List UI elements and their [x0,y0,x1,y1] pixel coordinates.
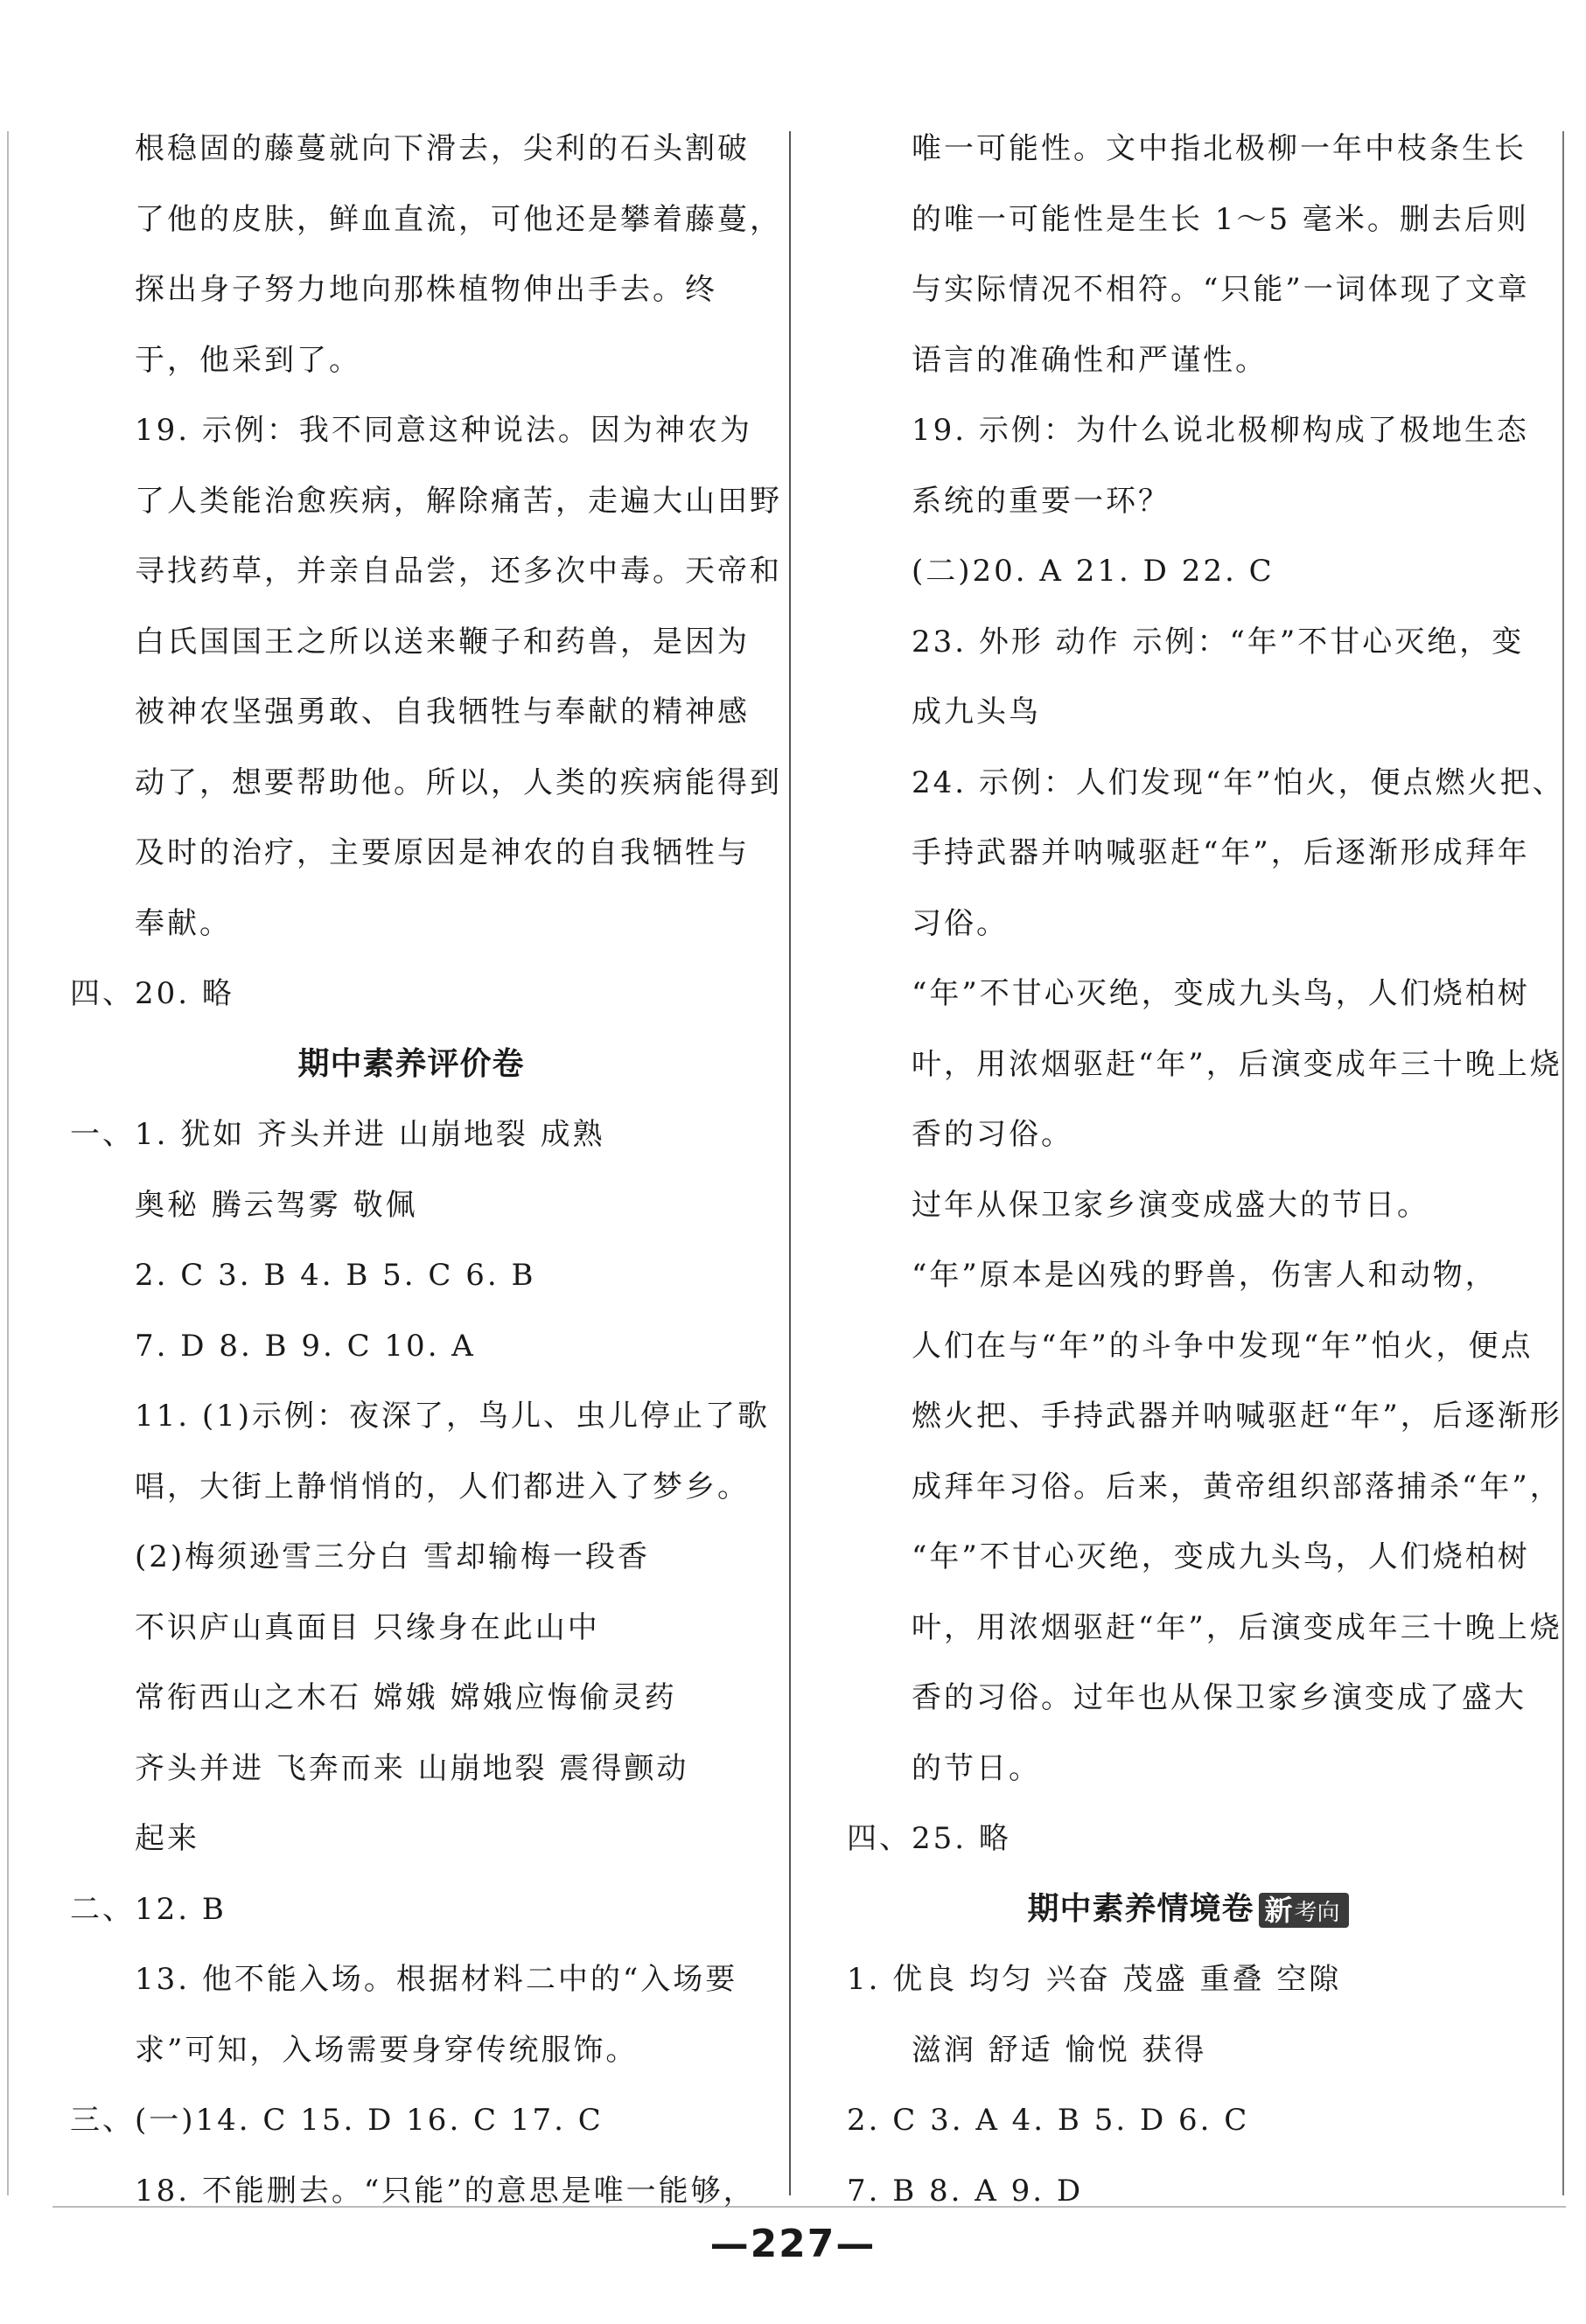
answer-line: 根稳固的藤蔓就向下滑去，尖利的石头割破 [135,131,750,166]
answer-line: 三、(一)14. C 15. D 16. C 17. C [70,2103,604,2138]
answer-line: 奥秘 腾云驾雾 敬佩 [135,1187,418,1223]
answer-line: 语言的准确性和严谨性。 [912,342,1268,378]
answer-line: 2. C 3. A 4. B 5. D 6. C [847,2103,1250,2138]
answer-line: “年”原本是凶残的野兽，伤害人和动物， [912,1258,1498,1293]
answer-line: 及时的治疗，主要原因是神农的自我牺牲与 [135,835,750,870]
right-page-edge [1562,131,1564,2195]
answer-line: 23. 外形 动作 示例：“年”不甘心灭绝，变 [912,624,1525,660]
answer-line: 起来 [135,1821,199,1856]
answer-line: 了人类能治愈疾病，解除痛苦，走遍大山田野 [135,483,782,519]
answer-line: 19. 示例：为什么说北极柳构成了极地生态 [912,413,1529,448]
answer-line: 7. B 8. A 9. D [847,2173,1084,2209]
answer-line: 被神农坚强勇敢、自我牺牲与奉献的精神感 [135,694,750,729]
section-heading [70,1029,752,1100]
section-heading [847,1874,1529,1945]
section-heading-text: 期中素养情境卷 [1027,1890,1254,1927]
answer-line: 唯一可能性。文中指北极柳一年中枝条生长 [912,131,1527,166]
answer-line: 系统的重要一环？ [912,483,1170,519]
answer-line: 与实际情况不相符。“只能”一词体现了文章 [912,272,1530,307]
answer-line: 齐头并进 飞奔而来 山崩地裂 震得颤动 [135,1750,689,1786]
answer-line: 的节日。 [912,1750,1041,1786]
answer-line: 了他的皮肤，鲜血直流，可他还是攀着藤蔓， [135,201,782,237]
left-page-edge [7,131,9,2195]
answer-line: 探出身子努力地向那株植物伸出手去。终 [135,272,717,307]
badge-main-text: 新 [1264,1893,1293,1927]
badge-sub-text: 考向 [1294,1899,1340,1926]
section-heading-text: 期中素养评价卷 [297,1045,525,1082]
answer-line: 1. 优良 均匀 兴奋 茂盛 重叠 空隙 [847,1962,1342,1997]
answer-line: 一、1. 犹如 齐头并进 山崩地裂 成熟 [70,1117,605,1152]
answer-line: 手持武器并呐喊驱赶“年”，后逐渐形成拜年 [912,835,1530,870]
answer-line: 白氏国国王之所以送来鞭子和药兽，是因为 [135,624,750,660]
answer-line: 滋润 舒适 愉悦 获得 [912,2032,1207,2068]
answer-line: 成拜年习俗。后来，黄帝组织部落捕杀“年”， [912,1469,1562,1504]
answer-line: 叶，用浓烟驱赶“年”，后演变成年三十晚上烧 [912,1609,1562,1645]
answer-line: (二)20. A 21. D 22. C [912,554,1275,589]
left-column [70,114,782,2226]
answer-line: 常衔西山之木石 嫦娥 嫦娥应悔偷灵药 [135,1680,677,1715]
answer-line: 24. 示例：人们发现“年”怕火，便点燃火把、 [912,764,1565,800]
right-column [847,114,1565,2226]
answer-line: 成九头鸟 [912,694,1041,729]
answer-line: 18. 不能删去。“只能”的意思是唯一能够， [135,2173,756,2209]
answer-line: 习俗。 [912,905,1009,941]
answer-line: 香的习俗。过年也从保卫家乡演变成了盛大 [912,1680,1527,1715]
answer-line: 人们在与“年”的斗争中发现“年”怕火，便点 [912,1328,1534,1364]
answer-line: 四、20. 略 [70,976,234,1011]
answer-line: 奉献。 [135,905,232,941]
new-direction-badge [1259,1893,1348,1928]
answer-line: 11. (1)示例：夜深了，鸟儿、虫儿停止了歌 [135,1399,771,1434]
answer-line: 唱，大街上静悄悄的，人们都进入了梦乡。 [135,1469,750,1504]
answer-line: 叶，用浓烟驱赶“年”，后演变成年三十晚上烧 [912,1046,1562,1082]
answer-line: “年”不甘心灭绝，变成九头鸟，人们烧柏树 [912,1539,1530,1574]
answer-line: 13. 他不能入场。根据材料二中的“入场要 [135,1962,738,1997]
answer-line: 过年从保卫家乡演变成盛大的节日。 [912,1187,1429,1223]
answer-line: 二、12. B [70,1891,227,1927]
answer-line: (2)梅须逊雪三分白 雪却输梅一段香 [135,1539,650,1574]
answer-line: 不识庐山真面目 只缘身在此山中 [135,1609,600,1645]
answer-line: 19. 示例：我不同意这种说法。因为神农为 [135,413,752,448]
answer-line: 7. D 8. B 9. C 10. A [135,1328,476,1364]
answer-line: “年”不甘心灭绝，变成九头鸟，人们烧柏树 [912,976,1530,1011]
answer-line: 四、25. 略 [847,1821,1011,1856]
answer-line: 动了，想要帮助他。所以，人类的疾病能得到 [135,764,782,800]
page-number: —227— [709,2222,877,2266]
answer-line: 2. C 3. B 4. B 5. C 6. B [135,1258,536,1293]
answer-line: 求”可知，入场需要身穿传统服饰。 [135,2032,639,2068]
answer-line: 于，他采到了。 [135,342,361,378]
answer-line: 寻找药草，并亲自品尝，还多次中毒。天帝和 [135,554,782,589]
answer-line: 燃火把、手持武器并呐喊驱赶“年”，后逐渐形 [912,1399,1562,1434]
column-divider [789,131,791,2195]
answer-line: 香的习俗。 [912,1117,1073,1152]
answer-line: 的唯一可能性是生长 1～5 毫米。删去后则 [912,201,1529,237]
